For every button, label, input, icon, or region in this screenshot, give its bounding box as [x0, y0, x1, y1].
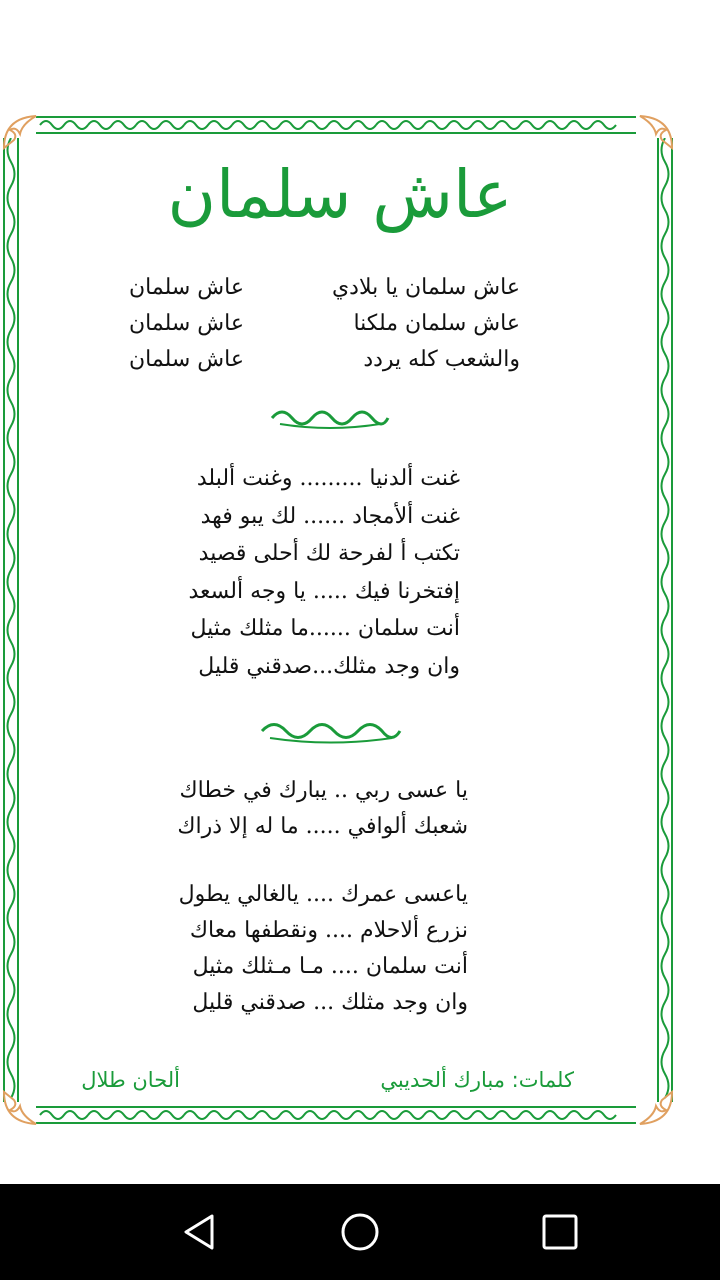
poem-line: يا عسى ربي .. يبارك في خطاك: [179, 778, 468, 803]
poem-line: وان وجد مثلك ... صدقني قليل: [192, 990, 468, 1015]
poem-line: شعبك ألوافي ..... ما له إلا ذراك: [177, 814, 468, 839]
poem-line: نزرع ألاحلام .... ونقطفها معاك: [189, 918, 468, 943]
poem-line: أنت سلمان ......ما مثلك مثيل: [190, 616, 460, 641]
stanza-2: [177, 773, 468, 845]
poem-line: عاش سلمان: [129, 347, 244, 372]
back-icon[interactable]: [172, 1204, 228, 1260]
ornament-divider-icon: [260, 716, 402, 746]
recent-apps-icon[interactable]: [532, 1204, 588, 1260]
chorus-right-column: [332, 270, 520, 378]
poem-line: وان وجد مثلك...صدقني قليل: [198, 653, 460, 679]
poem-line: والشعب كله يردد: [363, 347, 520, 372]
ornament-border-left: [0, 138, 22, 1102]
poem-line: غنت ألدنيا ......... وغنت ألبلد: [196, 466, 460, 491]
lyrics-credit: كلمات: مبارك ألحديبي: [380, 1068, 574, 1092]
poem-title: عاش سلمان: [167, 156, 513, 233]
ornament-border-bottom: [0, 1102, 676, 1128]
ornament-border-right: [654, 138, 676, 1102]
ornament-divider-icon: [270, 404, 390, 432]
poem-line: ياعسى عمرك .... يالغالي يطول: [178, 882, 468, 907]
ornament-corner-icon: [0, 112, 40, 152]
ornament-corner-icon: [636, 112, 676, 152]
poem-line: عاش سلمان ملكنا: [353, 311, 520, 336]
stanza-3: [179, 877, 468, 1021]
music-credit: ألحان طلال: [81, 1068, 180, 1092]
ornament-corner-icon: [0, 1088, 40, 1128]
ornament-corner-icon: [636, 1088, 676, 1128]
stanza-1: [188, 460, 460, 685]
chorus-left-column: [129, 270, 244, 378]
poem-line: عاش سلمان يا بلادي: [331, 275, 520, 300]
poem-line: تكتب أ لفرحة لك أحلى قصيد: [198, 541, 460, 566]
poem-line: عاش سلمان: [129, 311, 244, 336]
poem-line: غنت ألأمجاد ...... لك يبو فهد: [200, 503, 460, 529]
navigation-bar: [0, 1184, 720, 1280]
poem-line: أنت سلمان .... مـا مـثلك مثيل: [192, 954, 468, 979]
poem-line: إفتخرنا فيك ..... يا وجه ألسعد: [188, 578, 460, 604]
ornament-border-top: [0, 112, 676, 138]
poem-line: عاش سلمان: [129, 275, 244, 300]
home-icon[interactable]: [332, 1204, 388, 1260]
